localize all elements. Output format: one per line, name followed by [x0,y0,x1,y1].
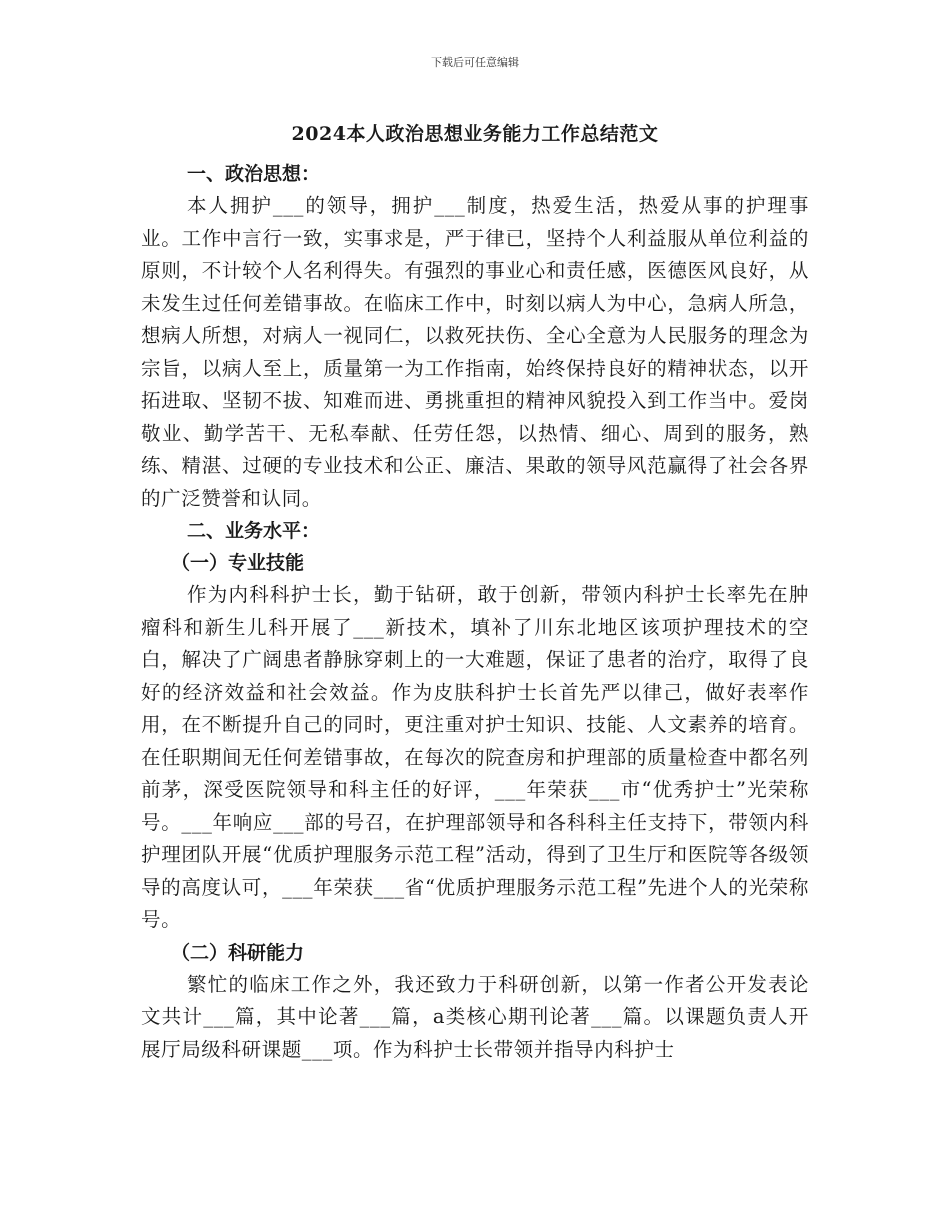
paragraph-skills: 作为内科科护士长，勤于钻研，敢于创新，带领内科护士长率先在肿瘤科和新生儿科开展了___新技术，填补了川东北地区该项护理技术的空白，解决了广阔患者静脉穿刺上的一大难题，保证了患者的治疗，取得了良好的经济效益和社会效益。作为皮肤科护士长首先严以律己，做好表率作用，在不断提升自己的同时，更注重对护士知识、技能、人文素养的培育。在任职期间无任何差错事故，在每次的院查房和护理部的质量检查中都名列前茅，深受医院领导和科主任的好评，___年荣获___市“优秀护士”光荣称号。___年响应___部的号召，在护理部领导和各科科主任支持下，带领内科护理团队开展“优质护理服务示范工程”活动，得到了卫生厅和医院等各级领导的高度认可，___年荣获___省“优质护理服务示范工程”先进个人的光荣称号。 [141,583,809,931]
page-header-note: 下载后可任意编辑 [431,56,519,69]
subsection-heading-skills: （一）专业技能 [171,552,305,574]
paragraph-political: 本人拥护___的领导，拥护___制度，热爱生活，热爱从事的护理事业。工作中言行一致，实事求是，严于律已，坚持个人利益服从单位利益的原则，不计较个人名利得失。有强烈的事业心和责任感，医德医风良好，从未发生过任何差错事故。在临床工作中，时刻以病人为中心，急病人所急，想病人所想，对病人一视同仁，以救死扶伤、全心全意为人民服务的理念为宗旨，以病人至上，质量第一为工作指南，始终保持良好的精神状态，以开拓进取、坚韧不拔、知难而进、勇挑重担的精神风貌投入到工作当中。爱岗敬业、勤学苦干、无私奉献、任劳任怨，以热情、细心、周到的服务，熟练、精湛、过硬的专业技术和公正、廉洁、果敢的领导风范赢得了社会各界的广泛赞誉和认同。 [141,194,809,510]
subsection-heading-research: （二）科研能力 [171,941,305,964]
section-heading-political: 一、政治思想： [187,163,321,185]
paragraph-research: 繁忙的临床工作之外，我还致力于科研创新，以第一作者公开发表论文共计___篇，其中论著___篇，a类核心期刊论著___篇。以课题负责人开展厅局级科研课题___项。作为科护士长带领并指导内科护士 [141,972,809,1061]
document-title: 2024本人政治思想业务能力工作总结范文 [291,123,659,145]
document-body [141,118,809,1066]
section-heading-business: 二、业务水平： [187,520,321,542]
